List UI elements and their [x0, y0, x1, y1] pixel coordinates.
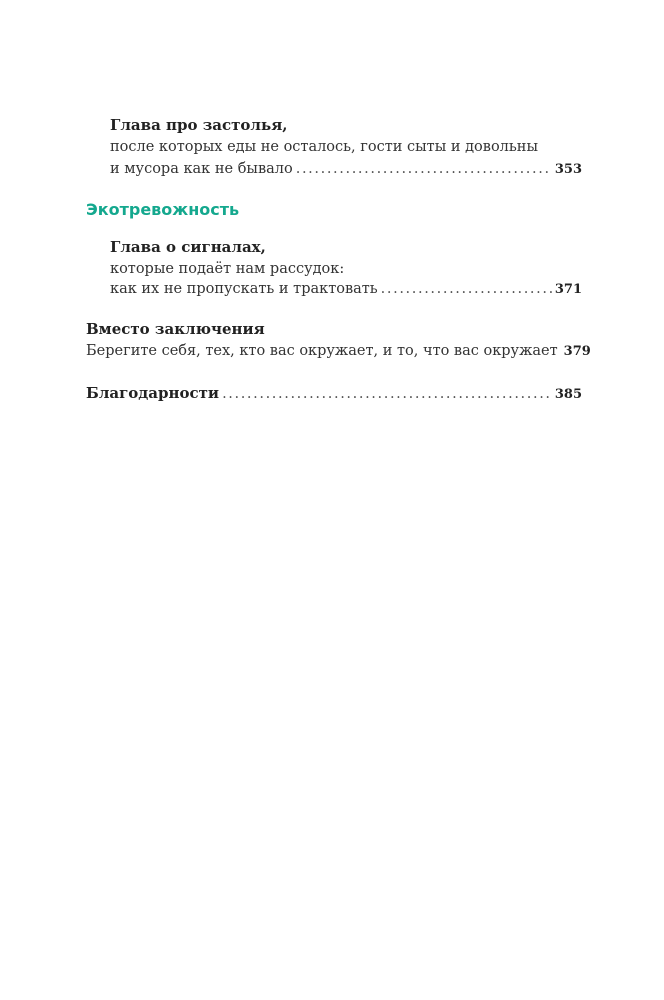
- toc-entry-feasts-leader[interactable]: [110, 158, 582, 181]
- dot-leader: [381, 278, 552, 300]
- page-number[interactable]: 353: [554, 162, 582, 177]
- section-title: Экотревожность: [86, 200, 240, 219]
- chapter-subtitle-line: после которых еды не осталось, гости сыты и довольны: [110, 139, 538, 155]
- chapter-subtitle-line: как их не пропускать и трактовать: [110, 281, 378, 297]
- page-number[interactable]: 371: [554, 282, 582, 297]
- page-number[interactable]: 379: [563, 344, 591, 359]
- chapter-title: Глава про застолья,: [110, 116, 288, 134]
- toc-section-ecoanxiety[interactable]: [86, 199, 386, 221]
- leader-row: [110, 278, 582, 301]
- dot-leader: [296, 158, 552, 180]
- leader-row: [86, 382, 582, 406]
- chapter-subtitle-line: и мусора как не бывало: [110, 161, 293, 177]
- chapter-title: Глава о сигналах,: [110, 238, 266, 256]
- toc-entry-signals-leader[interactable]: [110, 278, 582, 301]
- chapter-title: Благодарности: [86, 384, 220, 402]
- toc-entry-thanks[interactable]: [86, 382, 582, 406]
- chapter-subtitle-line: Берегите себя, тех, кто вас окружает, и то, что вас окружает: [86, 343, 558, 359]
- chapter-title: Вместо заключения: [86, 320, 265, 338]
- leader-row: [86, 340, 591, 363]
- chapter-subtitle-line: которые подаёт нам рассудок:: [110, 261, 345, 277]
- leader-row: [110, 158, 582, 181]
- toc-entry-conclusion[interactable]: [86, 318, 591, 363]
- page-number[interactable]: 385: [554, 387, 582, 402]
- dot-leader: [222, 383, 552, 405]
- toc-entry-feasts[interactable]: [110, 114, 582, 158]
- toc-entry-signals[interactable]: [110, 236, 582, 280]
